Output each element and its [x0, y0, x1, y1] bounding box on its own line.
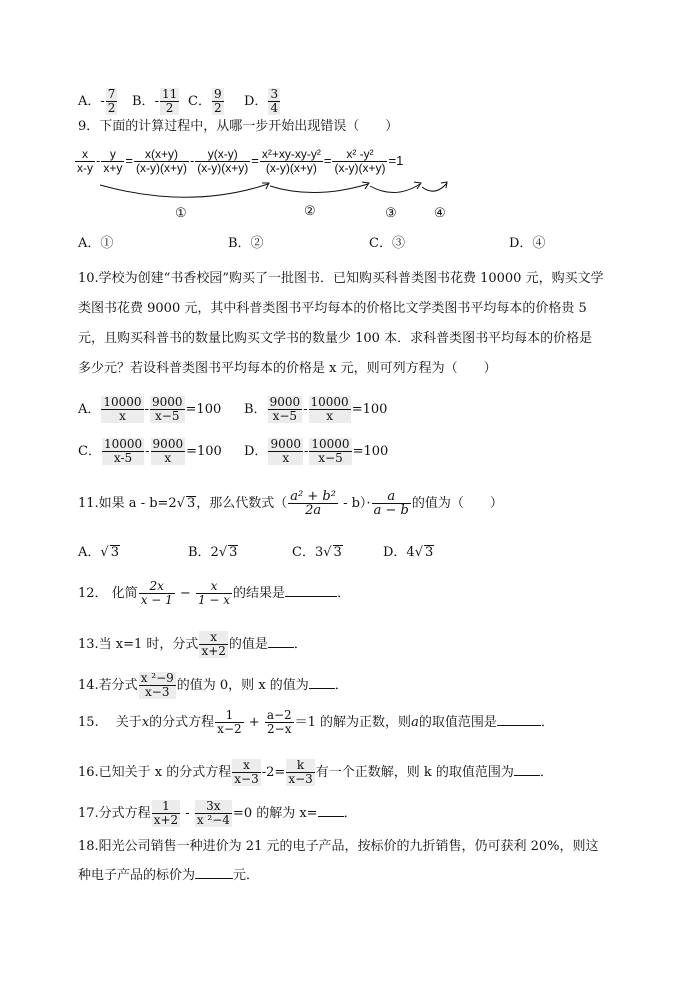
q18-line-1: 18.阳光公司销售一种进价为 21 元的电子产品，按标价的九折销售，仍可获利 20%，则这	[78, 839, 599, 854]
step-marker-3: ③	[385, 206, 397, 221]
q9-option-b: B．②	[228, 236, 264, 251]
step-marker-4: ④	[434, 206, 446, 221]
step-marker-2: ②	[304, 204, 316, 219]
q15-stem: 15. 关于x的分式方程 $\frac{1}{x-2}$ + $\frac{a-2}{2-x}$ ＝1 的解为正数，则a的取值范围是 ．	[78, 708, 554, 736]
q18-line-2: 种电子产品的标价为 元．	[78, 868, 260, 883]
q10-option-b: B． $\frac{9000}{x-5}$ - $\frac{10000}{x}$ =100	[244, 395, 388, 423]
q9-stem: 9．下面的计算过程中，从哪一步开始出现错误（ ）	[78, 119, 399, 134]
q10-line-4: 多少元？若设科普类图书平均每本的价格是 x 元，则可列方程为（ ）	[78, 361, 497, 376]
q11-option-d: D．4√ 3	[383, 545, 434, 560]
q11-option-c: C．3√ 3	[292, 545, 342, 560]
q17-stem: 17.分式方程 $\frac{1}{x+2}$ - $\frac{3x}{\text{x ²−4}}$ =0 的解为 x= ．	[78, 799, 357, 827]
q16-answer-blank[interactable]	[514, 763, 540, 776]
q9-option-c: C．③	[369, 236, 405, 251]
q10-option-d: D． $\frac{9000}{x}$ - $\frac{10000}{x-5}$ =100	[244, 437, 389, 465]
q15-answer-blank[interactable]	[497, 713, 541, 726]
q16-stem: 16.已知关于 x 的分式方程 $\frac{x}{x-3}$ -2= $\frac{k}{x-3}$ 有一个正数解，则 k 的取值范围为 ．	[78, 758, 553, 786]
q10-line-3: 元，且购买科普书的数量比购买文学书的数量少 100 本．求科普类图书平均每本的价格是	[78, 331, 593, 346]
q12-stem: 12． 化简 $\frac{2x}{x - 1}$ − $\frac{x}{1 - x}$ 的结果是 ．	[78, 579, 351, 607]
q11-option-b: B．2√ 3	[188, 545, 238, 560]
q10-option-a: A． $\frac{10000}{x}$ - $\frac{9000}{x-5}$ =100	[78, 395, 222, 423]
q13-stem: 13.当 x=1 时，分式 $\frac{x}{x+2}$ 的值是 ．	[78, 630, 307, 658]
step-marker-1: ①	[175, 206, 187, 221]
q10-option-c: C． $\frac{10000}{x-5}$ - $\frac{9000}{x}$ =100	[78, 437, 222, 465]
q8-option-d: D． $\frac{3}{4}$	[244, 87, 279, 115]
q10-line-2: 类图书花费 9000 元，其中科普类图书平均每本的价格比文学类图书平均每本的价格贵 5	[78, 301, 587, 316]
q9-expression: $\frac{x}{x-y}$ - $\frac{y}{x+y}$ = $\frac{x(x+y)}{(x-y)(x+y)}$ - $\frac{y(x-y)}{(x-y)(x+y)}$ = $\frac{\text{x²+xy-xy-y²}}{(x-y)(x+y)}$ = $\frac{\text{x² -y²}}{(x-y)(x+y)}$ =1	[77, 147, 404, 175]
q9-option-d: D．④	[509, 236, 546, 251]
q10-line-1: 10.学校为创建“书香校园”购买了一批图书．已知购买科普类图书花费 10000 元，购买文学	[78, 271, 604, 286]
q9-option-a: A．①	[78, 236, 114, 251]
q8-option-c: C． $\frac{9}{2}$	[188, 87, 222, 115]
q11-option-a: A．√ 3	[78, 545, 119, 560]
q8-option-a: A．- $\frac{7}{2}$	[78, 87, 116, 115]
q14-answer-blank[interactable]	[309, 676, 335, 689]
q14-stem: 14.若分式 $\frac{\text{x ²−9}}{x-3}$ 的值为 0，则 x 的值为 ．	[78, 671, 348, 699]
q8-option-b: B．- $\frac{11}{2}$	[132, 87, 178, 115]
q9-step-arrows	[0, 0, 696, 240]
q17-answer-blank[interactable]	[318, 804, 344, 817]
q18-answer-blank[interactable]	[195, 866, 233, 879]
q11-stem: 11.如果 a - b=2√ 3，那么代数式（ $\frac{\text{a² + b²}}{2a}$ - b）· $\frac{a}{a - b}$ 的值为（ ）	[78, 489, 503, 518]
q13-answer-blank[interactable]	[268, 635, 294, 648]
q12-answer-blank[interactable]	[285, 584, 337, 597]
